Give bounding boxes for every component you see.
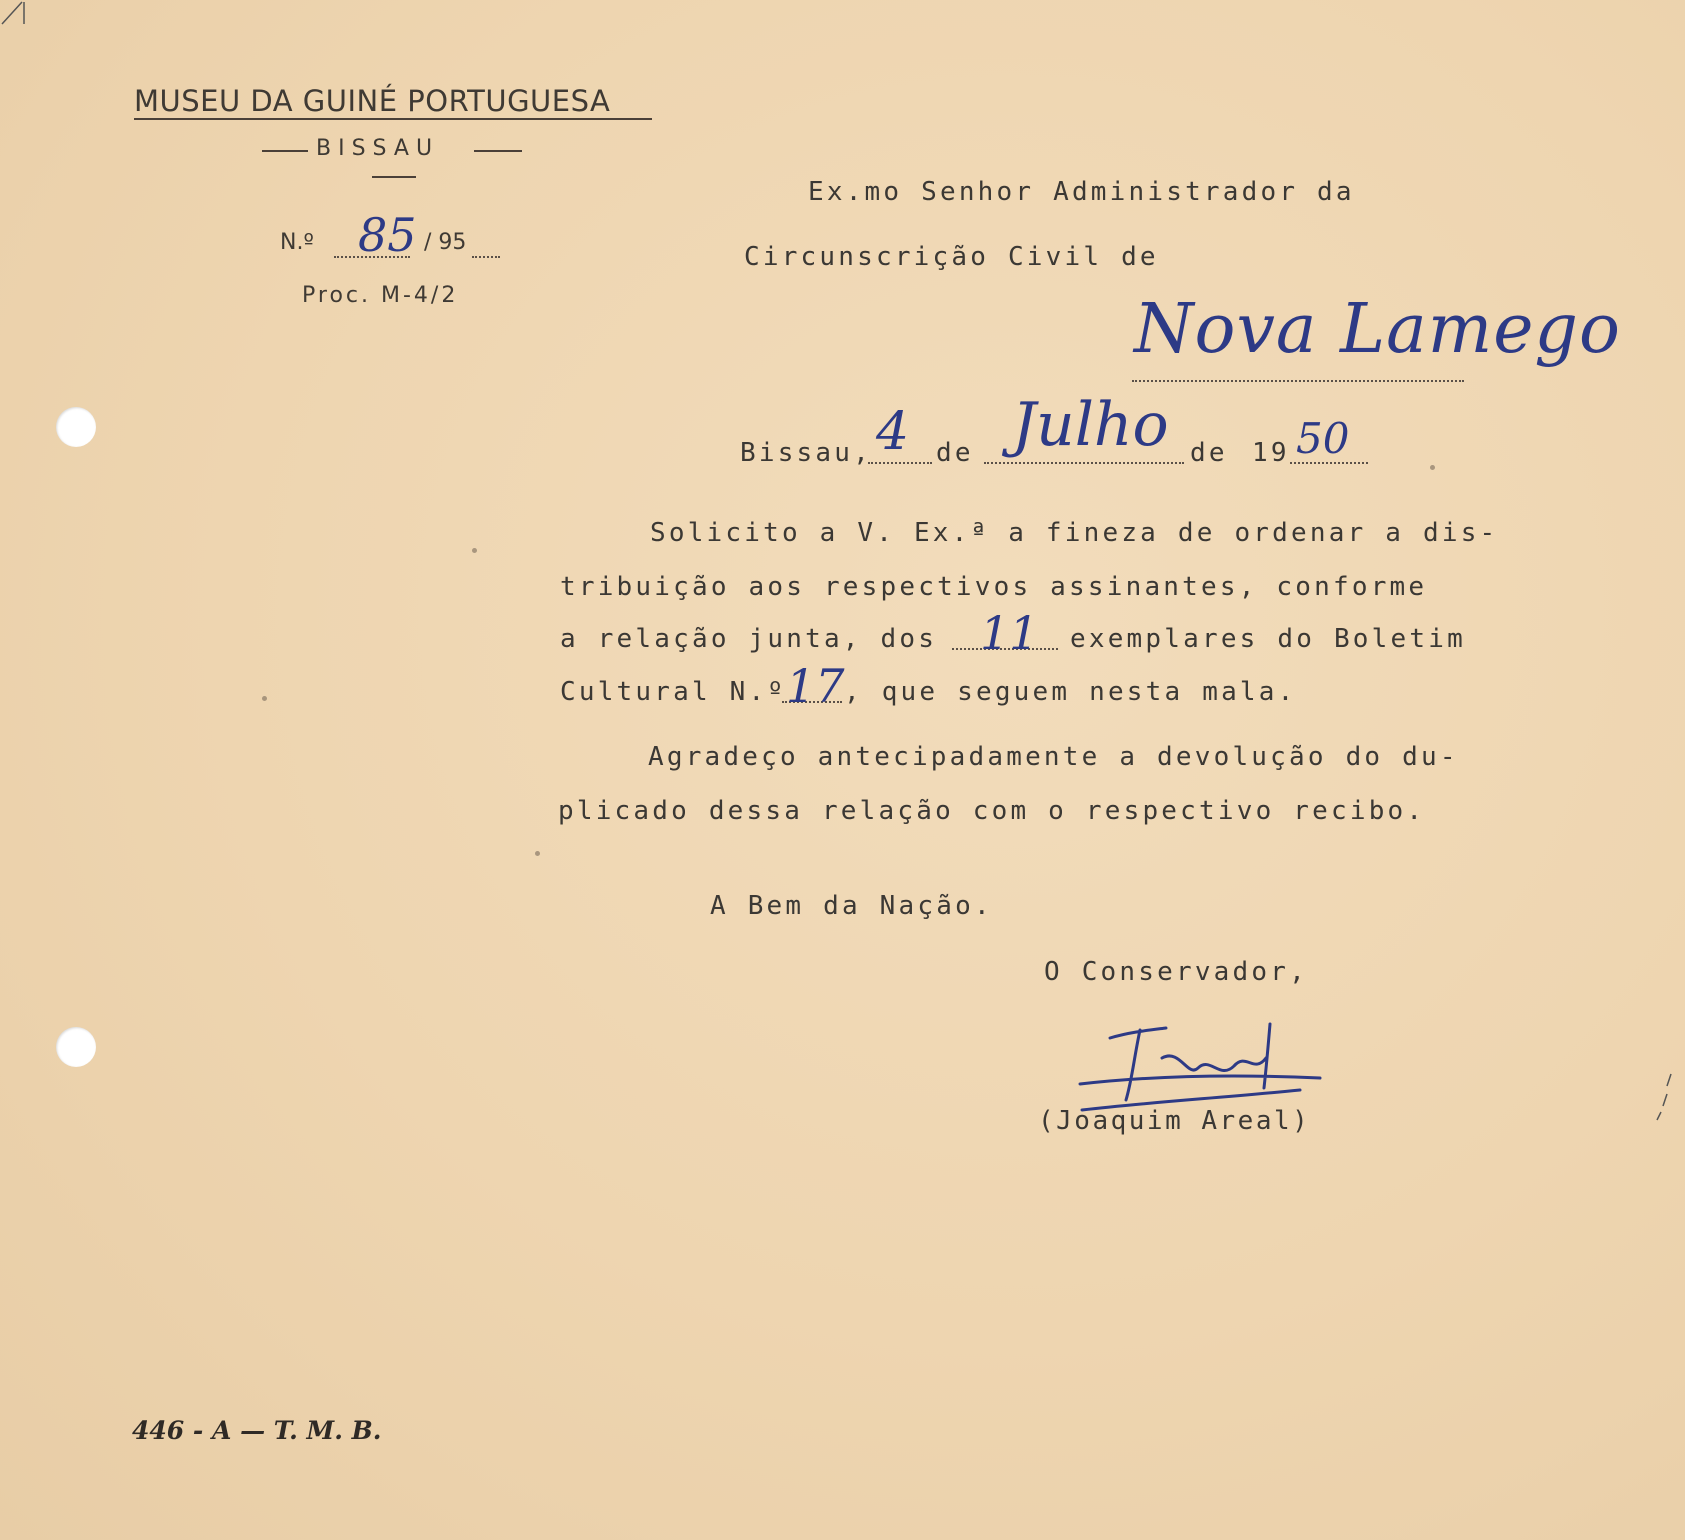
- institution-name: MUSEU DA GUINÉ PORTUGUESA: [134, 84, 611, 118]
- date-de-1: de: [936, 438, 974, 468]
- punch-hole-top: [56, 407, 96, 447]
- body-line-5: Agradeço antecipadamente a devolução do du-: [648, 742, 1459, 772]
- corner-fold-mark: [0, 0, 30, 30]
- date-de-2: de: [1190, 438, 1228, 468]
- number-handwritten: 85: [358, 208, 417, 262]
- date-year-handwritten: 50: [1296, 414, 1350, 463]
- city-short-rule: [372, 176, 416, 178]
- body-line-4: [560, 659, 1360, 727]
- date-prefix: Bissau,: [740, 438, 872, 468]
- date-year-printed: 19: [1252, 438, 1290, 468]
- closing-name: (Joaquim Areal): [1038, 1106, 1311, 1136]
- place-dots: [1132, 376, 1464, 382]
- city-dash-left: [262, 150, 308, 152]
- body-line-6: plicado dessa relação com o respectivo recibo.: [558, 796, 1426, 826]
- punch-hole-bottom: [56, 1027, 96, 1067]
- number-suffix-dots: [472, 252, 500, 258]
- body-line-3-start: a relação junta, dos: [560, 624, 938, 654]
- city-dash-right: [474, 150, 522, 152]
- number-label: N.º: [280, 230, 314, 255]
- date-day-handwritten: 4: [876, 402, 910, 462]
- address-line-1-text: Ex.mo Senhor Administrador da: [808, 177, 1355, 207]
- city-name: BISSAU: [316, 136, 440, 161]
- paper-speck: [472, 548, 477, 553]
- address-line-2: Circunscrição Civil de: [744, 242, 1159, 272]
- number-suffix: / 95: [424, 230, 467, 255]
- institution-underline: [134, 118, 652, 120]
- body-line-4-start: Cultural N.º: [560, 677, 787, 707]
- place-handwritten: Nova Lamego: [1134, 290, 1621, 369]
- footer-code: 446 - A — T. M. B.: [132, 1416, 382, 1445]
- paper-speck: [1430, 465, 1435, 470]
- closing-salute: A Bem da Nação.: [710, 891, 993, 921]
- bulletin-number-handwritten: 17: [786, 659, 845, 713]
- body-line-4-end: , que seguem nesta mala.: [844, 677, 1297, 707]
- body-line-2: tribuição aos respectivos assinantes, conforme: [560, 572, 1428, 602]
- address-line-1: [808, 177, 1355, 207]
- process-reference: Proc. M-4/2: [302, 283, 459, 308]
- closing-role: O Conservador,: [1044, 957, 1308, 987]
- body-line-3-end: exemplares do Boletim: [1070, 624, 1466, 654]
- paper-speck: [535, 851, 540, 856]
- margin-marks: [1655, 1072, 1679, 1122]
- paper-speck: [262, 696, 267, 701]
- date-month-handwritten: Julho: [1012, 390, 1169, 460]
- reference-number: [280, 208, 520, 272]
- body-line-3: [560, 606, 1520, 674]
- body-line-1: Solicito a V. Ex.ª a fineza de ordenar a dis-: [650, 518, 1499, 548]
- copies-handwritten: 11: [980, 606, 1039, 660]
